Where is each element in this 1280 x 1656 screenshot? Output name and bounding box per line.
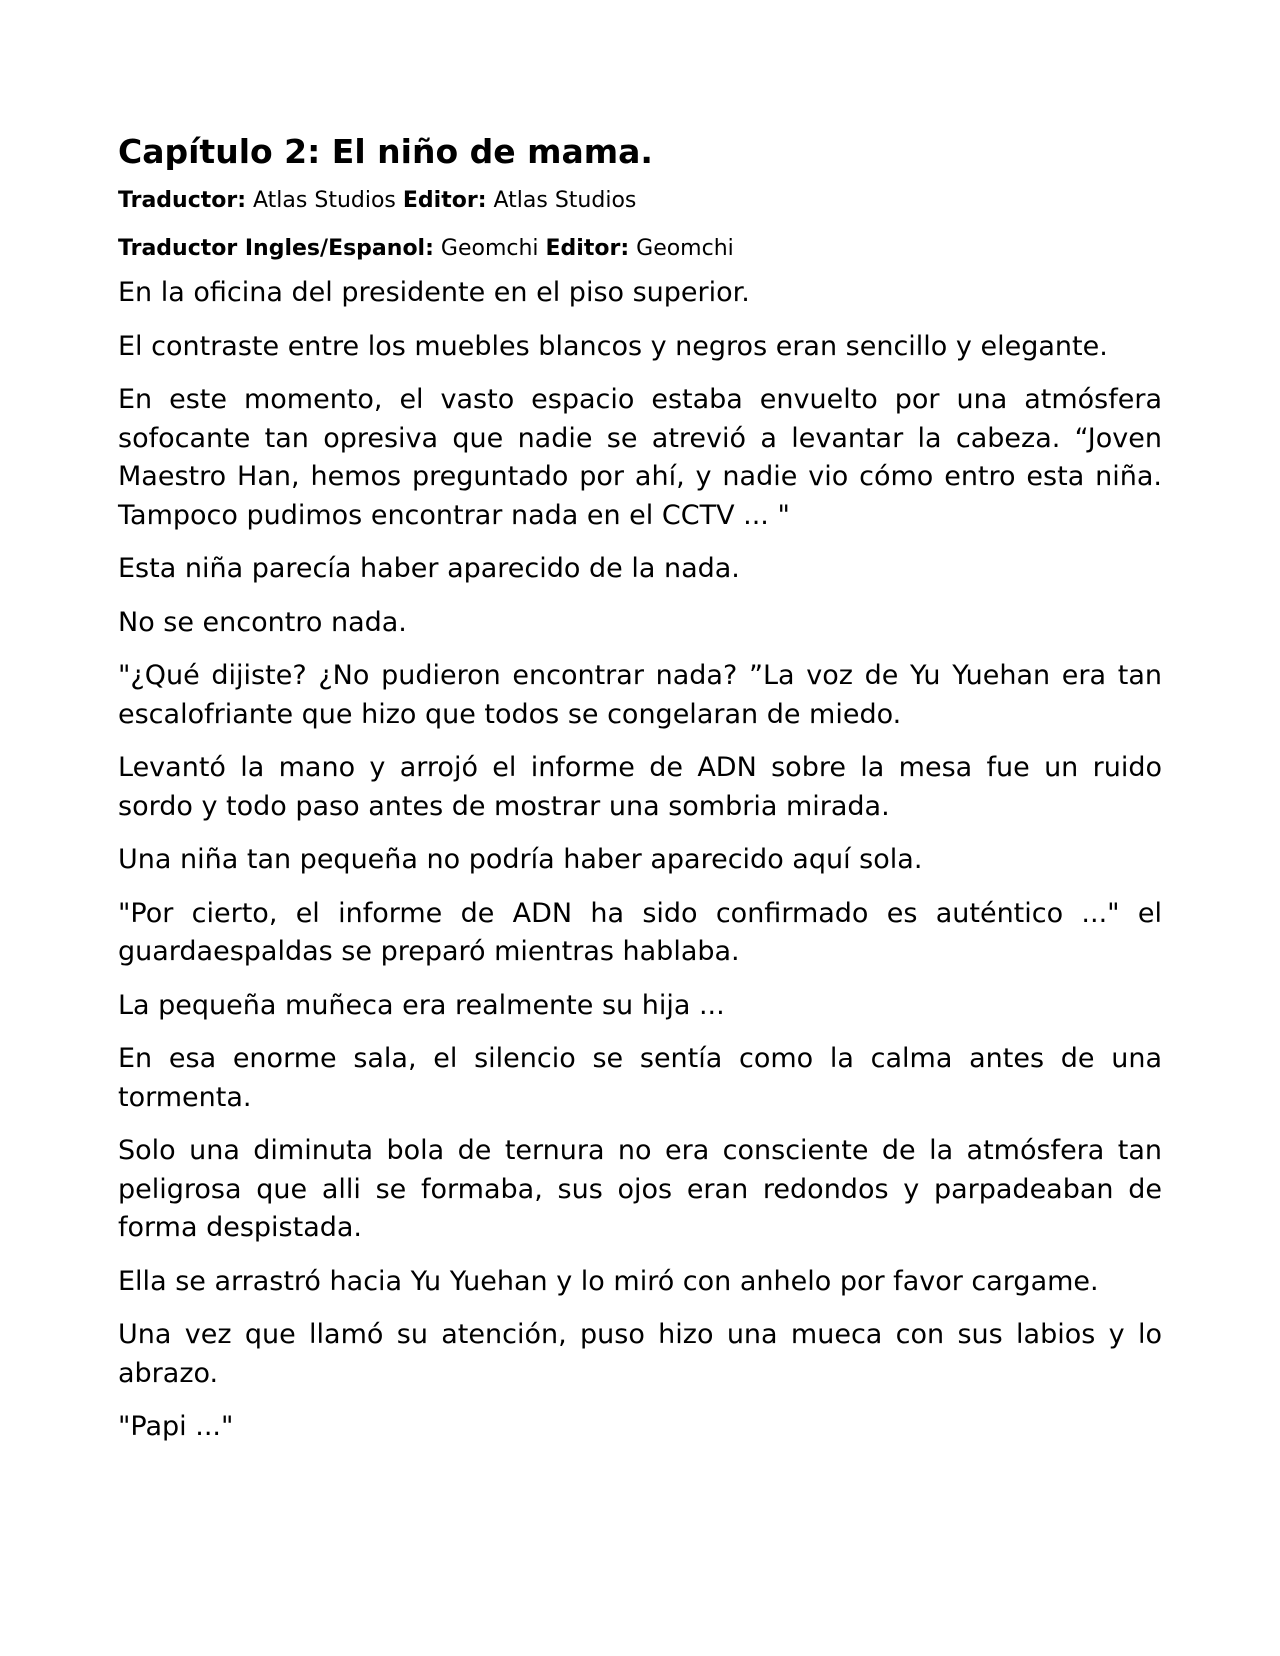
paragraph: En la oficina del presidente en el piso superior. xyxy=(118,277,750,308)
credit-value: Atlas Studios xyxy=(253,188,396,213)
paragraph: En este momento, el vasto espacio estaba envuelto por una atmósfera sofocante tan opresiva que nadie se atrevió a levantar la cabeza. “Joven Maestro Han, hemos preguntado por ahí, y nadie vio cómo entro esta niña. Tampoco pudimos encontrar nada en el CCTV ... " xyxy=(118,384,1162,531)
paragraph: Una vez que llamó su atención, puso hizo una mueca con sus labios y lo abrazo. xyxy=(118,1319,1162,1389)
paragraph: No se encontro nada. xyxy=(118,606,407,638)
credit-label: Editor: xyxy=(545,236,630,261)
paragraph: Ella se arrastró hacia Yu Yuehan y lo miró con anhelo por favor cargame. xyxy=(118,1265,1099,1297)
credit-label: Traductor: xyxy=(118,188,247,213)
paragraph: "Por cierto, el informe de ADN ha sido confirmado es auténtico ..." el guardaespaldas se preparó mientras hablaba. xyxy=(118,897,1162,967)
chapter-title: Capítulo 2: El niño de mama. xyxy=(118,132,653,171)
credit-value: Geomchi xyxy=(636,236,734,261)
paragraph: Solo una diminuta bola de ternura no era consciente de la atmósfera tan peligrosa que alli se formaba, sus ojos eran redondos y parpadeaban de forma despistada. xyxy=(118,1135,1162,1243)
paragraph: El contraste entre los muebles blancos y negros eran sencillo y elegante. xyxy=(118,330,1108,362)
paragraph: "Papi ..." xyxy=(118,1411,234,1442)
paragraph: Levantó la mano y arrojó el informe de ADN sobre la mesa fue un ruido sordo y todo paso antes de mostrar una sombria mirada. xyxy=(118,752,1162,822)
paragraph: En esa enorme sala, el silencio se sentía como la calma antes de una tormenta. xyxy=(118,1043,1162,1113)
credit-label: Editor: xyxy=(402,188,487,213)
credit-line-translator xyxy=(118,186,1162,216)
paragraph: La pequeña muñeca era realmente su hija ... xyxy=(118,989,725,1021)
credit-label: Traductor Ingles/Espanol: xyxy=(118,236,434,261)
credit-value: Geomchi xyxy=(440,236,539,261)
credit-line-spanish-translator xyxy=(118,234,1162,264)
paragraph: Una niña tan pequeña no podría haber aparecido aquí sola. xyxy=(118,844,923,875)
paragraph: "¿Qué dijiste? ¿No pudieron encontrar nada? ”La voz de Yu Yuehan era tan escalofriante que hizo que todos se congelaran de miedo. xyxy=(118,660,1162,730)
credit-value: Atlas Studios xyxy=(493,188,637,213)
paragraph: Esta niña parecía haber aparecido de la nada. xyxy=(118,553,740,584)
